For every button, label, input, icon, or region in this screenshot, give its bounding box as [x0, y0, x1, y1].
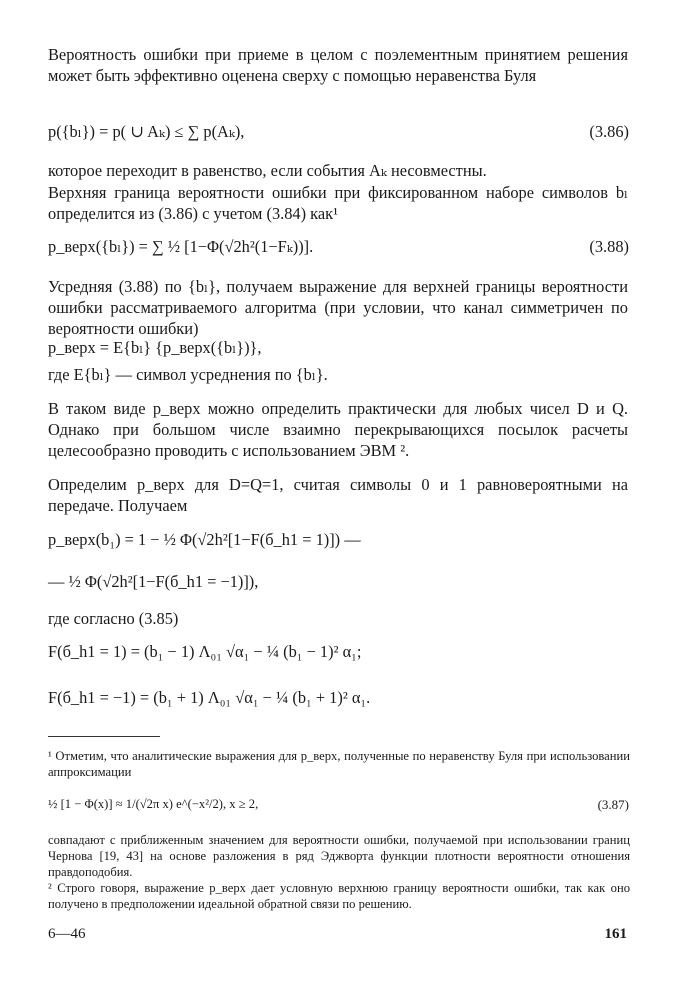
- paragraph-7: Определим p_верх для D=Q=1, считая символы 0 и 1 равновероятными на передаче. Получаем: [48, 475, 628, 515]
- equation-p-upper-b1-part1: p_верх(b₁) = 1 − ½ Φ(√2h²[1−F(б_h1 = 1)]) —: [48, 530, 361, 549]
- equation-number-3-86: (3.86): [589, 122, 629, 141]
- paragraph-2: которое переходит в равенство, если события Aₖ несовместны.: [48, 161, 487, 180]
- paragraph-4: Усредняя (3.88) по {bₗ}, получаем выражение для верхней границы вероятности ошибки рассматриваемого алгоритма (при условии, что канал симметричен по вероятности ошибки): [48, 277, 628, 338]
- equation-3-86: p({bₗ}) = p( ∪ Aₖ) ≤ ∑ p(Aₖ),: [48, 122, 245, 141]
- footnote-2: ² Строго говоря, выражение p_верх дает условную верхнюю границу вероятности ошибки, так как оно получено в предположении идеальной обратной связи по решению.: [48, 881, 630, 911]
- paragraph-6: В таком виде p_верх можно определить практически для любых чисел D и Q. Однако при большом числе взаимно перекрывающихся посылок расчеты целесообразно проводить с использованием ЭВМ ².: [48, 399, 628, 460]
- equation-F-minus: F(б_h1 = −1) = (b₁ + 1) Λ₀₁ √α₁ − ¼ (b₁ + 1)² α₁.: [48, 688, 371, 707]
- paragraph-8: где согласно (3.85): [48, 609, 179, 628]
- page-number: 161: [604, 926, 627, 942]
- footnote-rule: [48, 736, 160, 737]
- equation-number-3-88: (3.88): [589, 237, 629, 256]
- equation-F-plus: F(б_h1 = 1) = (b₁ − 1) Λ₀₁ √α₁ − ¼ (b₁ − 1)² α₁;: [48, 642, 362, 661]
- paragraph-5: где E{bₗ} — символ усреднения по {bₗ}.: [48, 365, 328, 384]
- footnote-1-continuation: совпадают с приближенным значением для вероятности ошибки, получаемой при использовании границ Чернова [19, 43] на основе разложения в ряд Эджворта функции плотности вероятности отношения правдоподобия.: [48, 833, 630, 879]
- footnote-equation-3-87: ½ [1 − Φ(x)] ≈ 1/(√2π x) e^(−x²/2), x ≥ 2,: [48, 797, 259, 811]
- equation-3-88: p_верх({bₗ}) = ∑ ½ [1−Φ(√2h²(1−Fₖ))].: [48, 237, 314, 256]
- footnote-equation-number-3-87: (3.87): [597, 797, 629, 812]
- paragraph-1: Вероятность ошибки при приеме в целом с поэлементным принятием решения может быть эффективно оценена сверху с помощью неравенства Буля: [48, 45, 628, 85]
- equation-p-upper-b1-part2: — ½ Φ(√2h²[1−F(б_h1 = −1)]),: [48, 572, 259, 591]
- printer-signature: 6—46: [48, 926, 86, 942]
- paragraph-3: Верхняя граница вероятности ошибки при фиксированном наборе символов bₗ определится из (3.86) с учетом (3.84) как¹: [48, 183, 628, 223]
- footnote-1: ¹ Отметим, что аналитические выражения для p_верх, полученные по неравенству Буля при использовании аппроксимации: [48, 749, 630, 779]
- equation-average: p_верх = E{bₗ} {p_верх({bₗ})},: [48, 338, 262, 357]
